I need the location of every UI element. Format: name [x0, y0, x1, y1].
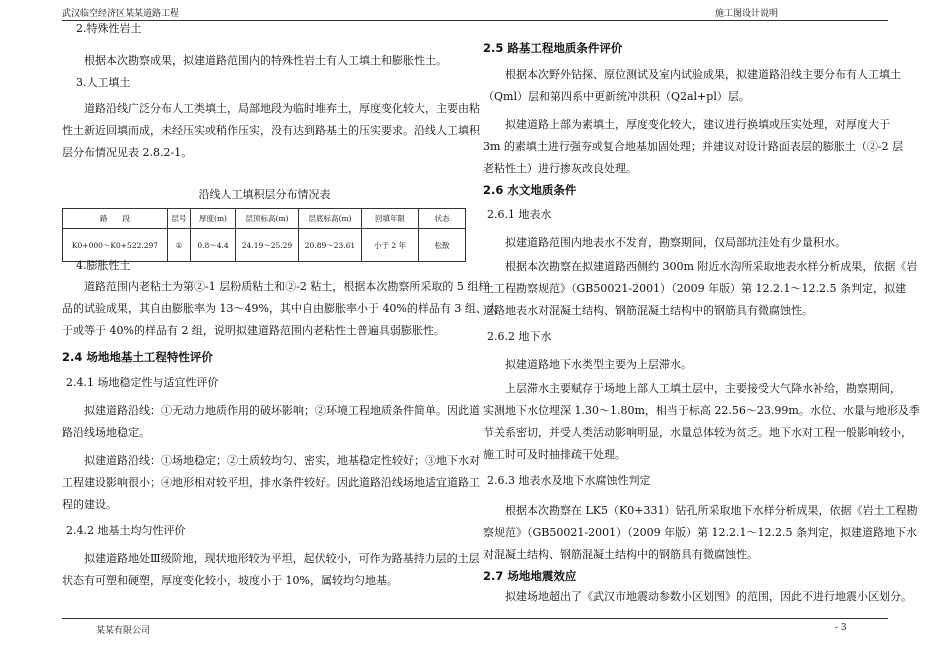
- table-cell: ①: [168, 229, 191, 262]
- table-header-cell: 层底标高(m): [299, 209, 362, 229]
- table-title: 沿线人工填积层分布情况表: [198, 188, 331, 201]
- paragraph-line: 路沿线场地稳定。: [62, 426, 150, 439]
- header-project-title: 武汉临空经济区某某道路工程: [62, 9, 180, 19]
- subsection-heading-2-4-1: 2.4.1 场地稳定性与适宜性评价: [66, 376, 219, 389]
- table-cell: 小于 2 年: [362, 229, 419, 262]
- paragraph-line: 程的建设。: [62, 498, 117, 511]
- table-cell: 松散: [419, 229, 466, 262]
- paragraph-line: 老粘性土）进行掺灰改良处理。: [483, 162, 637, 175]
- paragraph-line: 对混凝土结构、钢筋混凝土结构中的钢筋具有微腐蚀性。: [483, 548, 758, 561]
- paragraph-line: 性土新近回填而成，未经压实或稍作压实，没有达到路基土的压实要求。沿线人工填积: [62, 124, 480, 137]
- heading-expansive-soil: 4.膨胀性土: [76, 259, 131, 272]
- table-cell: 20.89～23.61: [299, 229, 362, 262]
- left-column-top: [62, 18, 480, 164]
- footer-company: 某某有限公司: [96, 626, 151, 636]
- header-doc-type: 施工图设计说明: [715, 9, 779, 19]
- section-heading-2-4: 2.4 场地地基土工程特性评价: [62, 350, 213, 364]
- table-header-cell: 层顶标高(m): [236, 209, 299, 229]
- table-cell: 0.8～4.4: [191, 229, 236, 262]
- paragraph-line: 拟建道路上部为素填土，厚度变化较大，建议进行换填或压实处理，对厚度大于: [505, 118, 890, 131]
- paragraph-line: 拟建道路沿线：①场地稳定；②土质较均匀、密实，地基稳定性较好；③地下水对: [84, 454, 480, 467]
- fill-distribution-table: [62, 208, 466, 262]
- paragraph-line: 品的试验成果，其自由膨胀率为 13～49%，其中自由膨胀率小于 40%的样品有 3 组、大: [62, 302, 498, 315]
- paragraph-line: 施工时可及时抽排疏干处理。: [483, 448, 626, 461]
- paragraph-line: 拟建道路地处Ⅲ级阶地，现状地形较为平坦，起伏较小，可作为路基持力层的土层: [84, 552, 480, 565]
- paragraph-line: 拟建场地超出了《武汉市地震动参数小区划图》的范围，因此不进行地震小区划分。: [505, 590, 912, 603]
- section-heading-2-7: 2.7 场地地震效应: [483, 569, 577, 583]
- paragraph-line: 根据本次勘察在 LK5（K0+331）钻孔所采取地下水样分析成果，依据《岩土工程勘: [505, 504, 918, 517]
- paragraph-line: 实测地下水位埋深 1.30～1.80m，相当于标高 22.56～23.99m。水位、水量与地形及季: [483, 404, 920, 417]
- paragraph-line: 道路沿线广泛分布人工类填土，局部地段为临时堆弃土，厚度变化较大，主要由粘: [84, 102, 480, 115]
- subsection-heading-2-6-3: 2.6.3 地表水及地下水腐蚀性判定: [487, 474, 651, 487]
- paragraph-line: 根据本次野外钻探、原位测试及室内试验成果，拟建道路沿线主要分布有人工填土: [505, 68, 901, 81]
- table-header-cell: 状态: [419, 209, 466, 229]
- paragraph-line: 根据本次勘察在拟建道路西侧约 300m 附近水沟所采取地表水样分析成果，依据《岩: [505, 260, 918, 273]
- section-heading-2-5: 2.5 路基工程地质条件评价: [483, 41, 623, 55]
- subsection-heading-2-4-2: 2.4.2 地基土均匀性评价: [66, 524, 186, 537]
- paragraph-line: 道路范围内老粘土为第②-1 层粉质粘土和②-2 粘土，根据本次勘察所采取的 5 组样: [84, 280, 490, 293]
- table-header-cell: 路 段: [63, 209, 168, 229]
- paragraph-line: 3m 的素填土进行强夯或复合地基加固处理；并建议对设计路面表层的膨胀土（②-2 层: [483, 140, 904, 153]
- footer-rule: [62, 618, 888, 619]
- subsection-heading-2-6-1: 2.6.1 地表水: [487, 208, 552, 221]
- section-heading-2-6: 2.6 水文地质条件: [483, 183, 577, 197]
- paragraph-line: 状态有可塑和硬塑，厚度变化较小，坡度小于 10%，属较均匀地基。: [62, 574, 398, 587]
- paragraph-line: 土工程勘察规范》（GB50021-2001）（2009 年版）第 12.2.1～12.2.5 条判定，拟建: [483, 282, 907, 295]
- paragraph-line: 察规范》（GB50021-2001）（2009 年版）第 12.2.1～12.2.5 条判定，拟建道路地下水: [483, 526, 918, 539]
- paragraph-line: （Qml）层和第四系中更新统冲洪积（Q2al+pl）层。: [483, 90, 750, 103]
- paragraph-line: 层分布情况见表 2.8.2-1。: [62, 146, 193, 159]
- footer-page-number: - 3: [835, 623, 847, 633]
- paragraph-line: 拟建道路沿线：①无动力地质作用的破坏影响；②环境工程地质条件简单。因此道: [84, 404, 480, 417]
- paragraph-line: 根据本次勘察成果，拟建道路范围内的特殊性岩土有人工填土和膨胀性土。: [84, 54, 447, 67]
- paragraph-line: 道路地表水对混凝土结构、钢筋混凝土结构中的钢筋具有微腐蚀性。: [483, 304, 813, 317]
- table-cell: 24.19～25.29: [236, 229, 299, 262]
- paragraph-line: 于或等于 40%的样品有 2 组，说明拟建道路范围内老粘性土普遍具弱膨胀性。: [62, 324, 445, 337]
- table-header-cell: 回填年限: [362, 209, 419, 229]
- paragraph-line: 上层滞水主要赋存于场地上部人工填土层中，主要接受大气降水补给，勘察期间，: [505, 382, 901, 395]
- table-header-cell: 厚度(m): [191, 209, 236, 229]
- right-column: [483, 40, 920, 608]
- table-header-cell: 层号: [168, 209, 191, 229]
- subsection-heading-2-6-2: 2.6.2 地下水: [487, 330, 552, 343]
- paragraph-line: 工程建设影响很小；④地形相对较平坦，排水条件较好。因此道路沿线场地适宜道路工: [62, 476, 480, 489]
- left-column-bottom: [62, 256, 498, 592]
- heading-special-soil: 2.特殊性岩土: [76, 22, 142, 35]
- paragraph-line: 拟建道路范围内地表水不发育，勘察期间，仅局部坑洼处有少量积水。: [505, 236, 846, 249]
- paragraph-line: 拟建道路地下水类型主要为上层滞水。: [505, 358, 692, 371]
- heading-fill: 3.人工填土: [76, 76, 131, 89]
- paragraph-line: 节关系密切，并受人类活动影响明显，水量总体较为贫乏。地下水对工程一般影响较小，: [483, 426, 912, 439]
- table-cell: K0+000～K0+522.297: [63, 229, 168, 262]
- table-header-row: [63, 209, 466, 229]
